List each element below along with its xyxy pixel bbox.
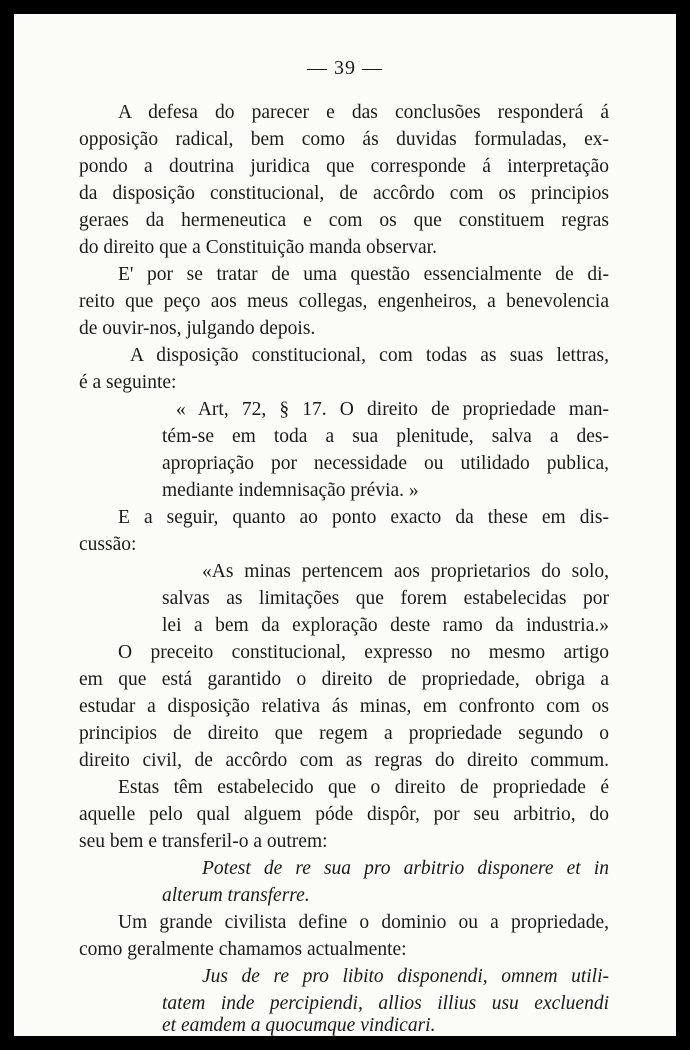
quote-line: apropriação por necessidade ou utilidado publica, [162, 453, 609, 474]
text-line: E' por se tratar de uma questão essencialmente de di- [118, 264, 609, 285]
quote-line: mediante indemnisação prévia. » [162, 480, 419, 501]
quote-line: «As minas pertencem aos proprietarios do solo, [202, 561, 609, 582]
quote-line: lei a bem da exploração deste ramo da industria.» [162, 615, 609, 636]
text-line: como geralmente chamamos actualmente: [79, 939, 407, 960]
text-line: principios de direito que regem a propriedade segundo o [79, 723, 609, 744]
text-line: cussão: [79, 534, 137, 555]
text-line: reito que peço aos meus collegas, engenheiros, a benevolencia [79, 291, 609, 312]
text-line: E a seguir, quanto ao ponto exacto da these em dis- [118, 507, 609, 528]
text-line: Estas têm estabelecido que o direito de propriedade é [118, 777, 609, 798]
text-line: pondo a doutrina juridica que corresponde á interpretação [79, 156, 609, 177]
latin-quote-line: Jus de re pro libito disponendi, omnem utili- [202, 966, 609, 987]
book-page [14, 14, 676, 1036]
text-line: Um grande civilista define o dominio ou a propriedade, [118, 912, 609, 933]
text-line: geraes da hermeneutica e com os que constituem regras [79, 210, 609, 231]
quote-line: salvas as limitações que forem estabelecidas por [162, 588, 609, 609]
text-line: de ouvir-nos, julgando depois. [79, 318, 316, 339]
text-line: é a seguinte: [79, 372, 177, 393]
text-line: O preceito constitucional, expresso no mesmo artigo [118, 642, 609, 663]
text-line: em que está garantido o direito de propriedade, obriga a [79, 669, 609, 690]
page-number: — 39 — [307, 57, 383, 79]
text-line: seu bem e transferil-o a outrem: [79, 831, 328, 852]
text-line: A disposição constitucional, com todas as suas lettras, [130, 345, 609, 366]
text-line: direito civil, de accôrdo com as regras do direito commum. [79, 750, 609, 771]
latin-quote-line: alterum transferre. [162, 885, 310, 906]
latin-quote-line: et eamdem a quocumque vindicari. [162, 1015, 436, 1036]
text-line: opposição radical, bem como ás duvidas formuladas, ex- [79, 129, 609, 150]
quote-line: « Art, 72, § 17. O direito de propriedade man- [176, 399, 609, 420]
latin-quote-line: Potest de re sua pro arbitrio disponere et in [202, 858, 609, 879]
quote-line: tém-se em toda a sua plenitude, salva a des- [162, 426, 609, 447]
text-line: aquelle pelo qual alguem póde dispôr, por seu arbitrio, do [79, 804, 609, 825]
text-line: da disposição constitucional, de accôrdo com os principios [79, 183, 609, 204]
text-line: A defesa do parecer e das conclusões responderá á [118, 102, 609, 123]
text-line: estudar a disposição relativa ás minas, em confronto com os [79, 696, 609, 717]
text-line: do direito que a Constituição manda observar. [79, 237, 437, 258]
latin-quote-line: tatem inde percipiendi, allios illius usu excluendi [162, 993, 609, 1014]
